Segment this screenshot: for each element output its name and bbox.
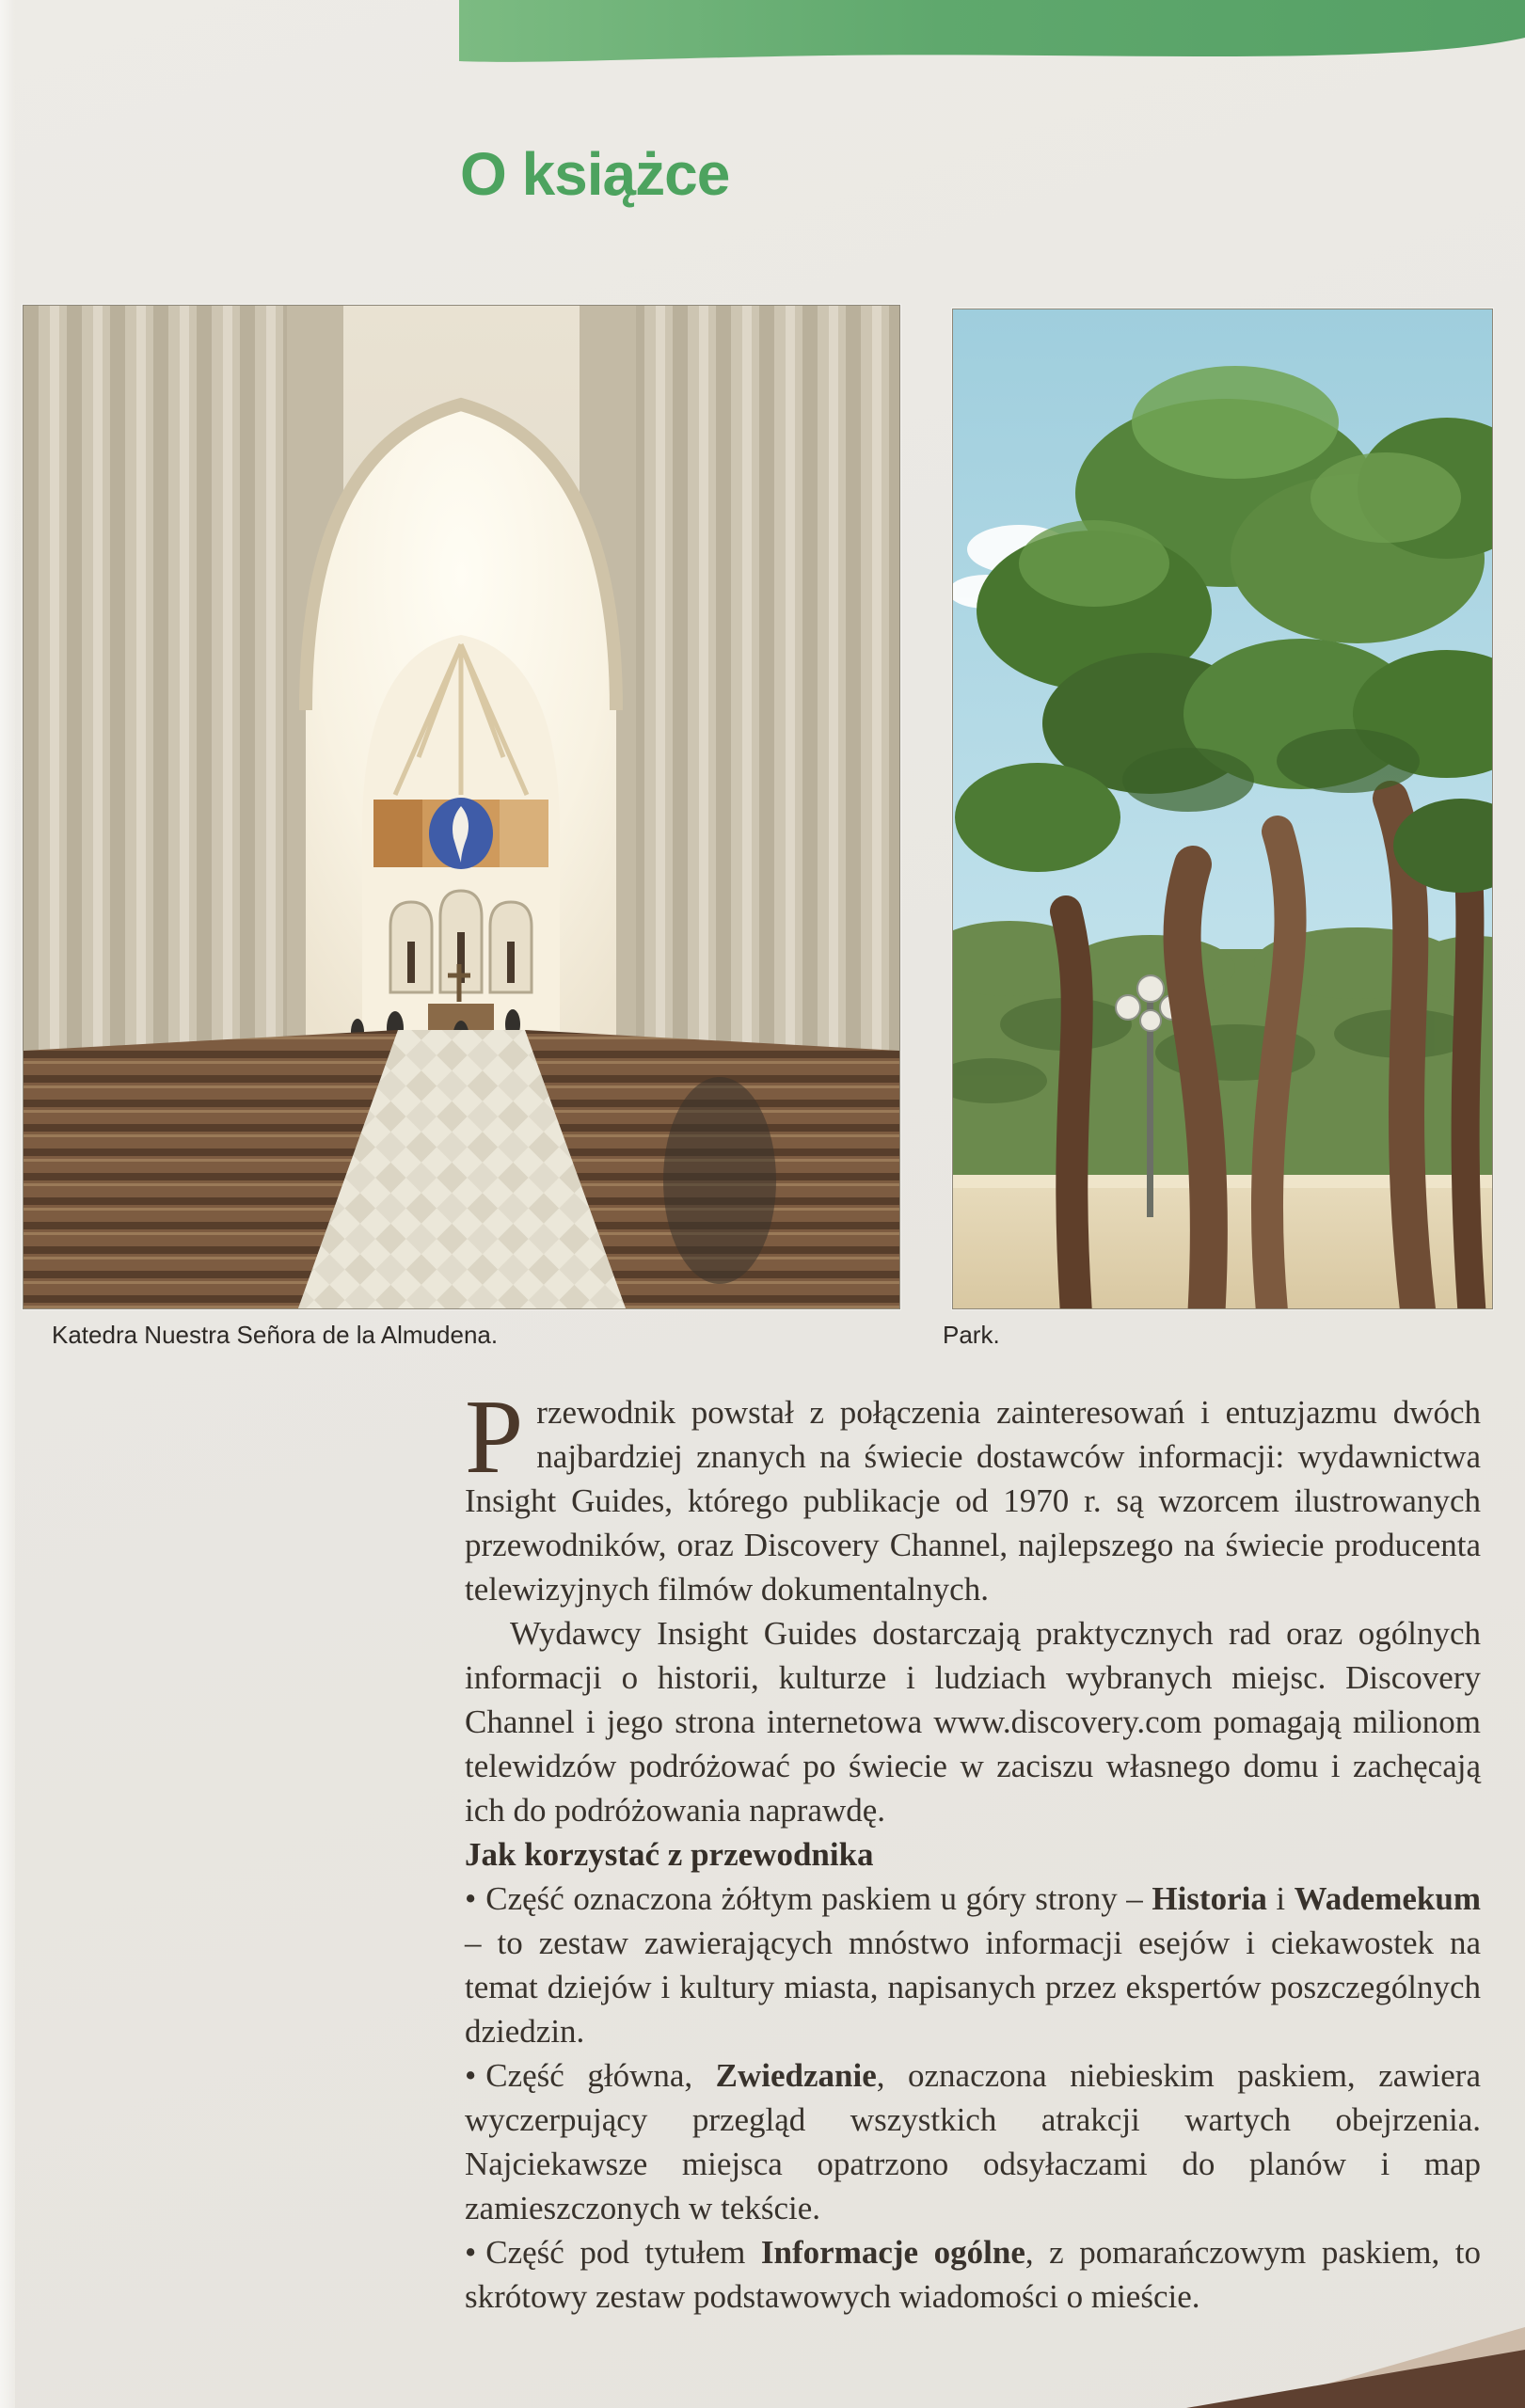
desk-corner (1186, 2350, 1525, 2408)
bullet-text: Część oznaczona żółtym paskiem u góry strony – Historia i Wademekum – to zestaw zawierających mnóstwo informacji esejów i ciekawostek na temat dziejów i kultury miasta, napisanych przez ekspertów poszczególnych dziedzin. (465, 1880, 1481, 2050)
bullet-item-sightseeing (465, 2053, 1481, 2230)
park-photo (953, 309, 1492, 1308)
drop-cap: P (465, 1379, 524, 1496)
bullet-text: Część główna, Zwiedzanie, oznaczona niebieskim paskiem, zawiera wyczerpujący przegląd wszystkich atrakcji wartych obejrzenia. Najciekawsze miejsca opatrzono odsyłaczami do planów i map zamieszczonych w tekście. (465, 2057, 1481, 2226)
bullet-item-general-info (465, 2230, 1481, 2319)
bullet-text: Część pod tytułem Informacje ogólne, z pomarańczowym paskiem, to skrótowy zestaw podstawowych wiadomości o mieście. (465, 2234, 1481, 2315)
photo-caption-park: Park. (943, 1321, 1000, 1349)
cathedral-photo (24, 306, 899, 1308)
page-edge (0, 0, 15, 2408)
paragraph-publishers: Wydawcy Insight Guides dostarczają praktycznych rad oraz ogólnych informacji o historii, kulturze i ludziach wybranych miejsc. Discovery Channel i jego strona internetowa www.discovery.com pomagają milionom telewidzów podróżować po świecie w zaciszu własnego domu i zachęcają ich do podróżowania naprawdę. (465, 1615, 1481, 1829)
section-heading: Jak korzystać z przewodnika (465, 1836, 874, 1873)
paragraph-intro (465, 1379, 1481, 1611)
park-photo-figure (952, 309, 1493, 1309)
cathedral-photo-figure (23, 305, 900, 1309)
header-band (0, 0, 1525, 85)
bullet-marker: • (465, 2057, 477, 2094)
bullet-item-history (465, 1877, 1481, 2053)
paragraph-intro-text: rzewodnik powstał z połączenia zainteresowań i entuzjazmu dwóch najbardziej znanych na świecie dostawców informacji: wydawnictwa Insight Guides, którego publikacje od 1970 r. są wzorcem ilustrowanych przewodników, oraz Discovery Channel, najlepszego na świecie producenta telewizyjnych filmów dokumentalnych. (465, 1394, 1481, 1608)
bullet-marker: • (465, 1880, 477, 1917)
bullet-marker: • (465, 2234, 477, 2271)
photo-caption-cathedral: Katedra Nuestra Señora de la Almudena. (52, 1321, 499, 1349)
page-title: O książce (460, 140, 730, 208)
article (465, 1379, 1481, 2319)
